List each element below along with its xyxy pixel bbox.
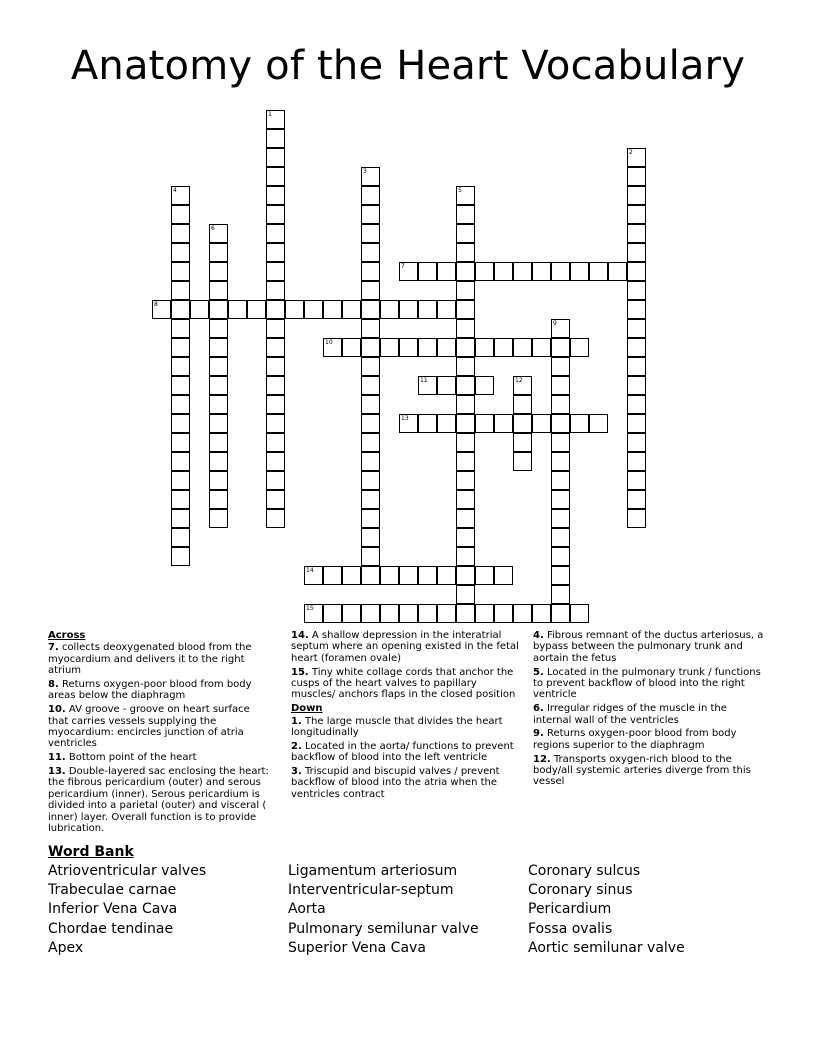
crossword-cell[interactable] [266,281,285,300]
crossword-cell[interactable] [456,376,475,395]
crossword-cell[interactable] [209,414,228,433]
crossword-cell[interactable] [266,509,285,528]
crossword-cell[interactable] [456,281,475,300]
crossword-cell[interactable] [304,300,323,319]
clue-number-label: 12. [533,753,551,765]
word-bank-item: Aorta [288,901,326,918]
crossword-cell[interactable] [494,604,513,623]
clue-number-label: 7. [48,642,59,654]
crossword-cell[interactable] [361,300,380,319]
word-bank-item: Inferior Vena Cava [48,901,178,918]
clue-item [533,754,765,788]
crossword-cell[interactable] [475,262,494,281]
crossword-cell[interactable] [171,262,190,281]
crossword-cell[interactable] [171,357,190,376]
crossword-cell[interactable] [589,262,608,281]
crossword-cell[interactable] [247,300,266,319]
crossword-cell[interactable] [304,566,323,585]
crossword-cell[interactable] [323,604,342,623]
clue-item [533,703,765,726]
crossword-cell[interactable] [513,414,532,433]
crossword-cell[interactable] [171,205,190,224]
crossword-cell[interactable] [266,395,285,414]
crossword-cell[interactable] [361,167,380,186]
crossword-cell[interactable] [171,452,190,471]
crossword-cell[interactable] [266,167,285,186]
crossword-cell[interactable] [570,262,589,281]
crossword-cell[interactable] [456,357,475,376]
crossword-cell[interactable] [551,547,570,566]
crossword-cell[interactable] [551,262,570,281]
crossword-cell[interactable] [551,471,570,490]
crossword-cell[interactable] [361,243,380,262]
clue-number: 4 [173,187,177,194]
crossword-cell[interactable] [361,471,380,490]
crossword-cell[interactable] [456,509,475,528]
crossword-cell[interactable] [380,604,399,623]
clue-number-label: 13. [48,766,66,778]
clue-item [48,752,270,763]
crossword-cell[interactable] [380,566,399,585]
crossword-cell[interactable] [513,376,532,395]
word-bank-item: Trabeculae carnae [48,882,177,899]
crossword-cell[interactable] [361,414,380,433]
crossword-cell[interactable] [209,262,228,281]
crossword-cell[interactable] [627,452,646,471]
word-bank-item: Coronary sulcus [528,863,641,879]
crossword-cell[interactable] [494,338,513,357]
crossword-cell[interactable] [190,300,209,319]
crossword-cell[interactable] [456,452,475,471]
crossword-cell[interactable] [285,300,304,319]
crossword-cell[interactable] [513,452,532,471]
crossword-cell[interactable] [456,585,475,604]
crossword-cell[interactable] [551,376,570,395]
clue-text: Fibrous remnant of the ductus arteriosus, a bypass between the pulmonary trunk and aortain the fetus [533,630,764,664]
clue-text: Double-layered sac enclosing the heart: the fibrous pericardium (outer) and serous pericardium (inner). Serous pericardium is divided into a parietal (outer) and visceral ( inner) layer. Overall function is to provide lubrication. [48,766,269,835]
crossword-cell[interactable] [152,300,171,319]
crossword-cell[interactable] [494,414,513,433]
clue-number: 15 [306,605,314,612]
crossword-cell[interactable] [437,604,456,623]
crossword-cell[interactable] [399,338,418,357]
crossword-cell[interactable] [418,300,437,319]
crossword-cell[interactable] [209,281,228,300]
crossword-cell[interactable] [456,243,475,262]
crossword-cell[interactable] [551,433,570,452]
crossword-cell[interactable] [551,319,570,338]
crossword-cell[interactable] [418,376,437,395]
crossword-cell[interactable] [570,604,589,623]
word-bank-item: Pulmonary semilunar valve [288,920,479,937]
clue-number-label: 3. [291,766,302,778]
crossword-cell[interactable] [437,414,456,433]
crossword-cell[interactable] [475,414,494,433]
crossword-cell[interactable] [171,414,190,433]
crossword-cell[interactable] [551,528,570,547]
crossword-cell[interactable] [532,338,551,357]
crossword-cell[interactable] [361,395,380,414]
page-title: Anatomy of the Heart Vocabulary [70,43,746,89]
word-bank-item: Pericardium [528,901,612,918]
crossword-cell[interactable] [627,262,646,281]
word-bank-item: Atrioventricular valves [48,863,207,879]
crossword-cell[interactable] [171,224,190,243]
clue-number-label: 2. [291,740,302,752]
crossword-cell[interactable] [608,262,627,281]
crossword-cell[interactable] [551,604,570,623]
clue-number: 2 [629,149,633,156]
crossword-cell[interactable] [399,300,418,319]
crossword-cell[interactable] [437,338,456,357]
clue-item [291,716,523,739]
clue-item [533,728,765,751]
crossword-cell[interactable] [456,205,475,224]
crossword-cell[interactable] [361,281,380,300]
clue-number: 1 [268,111,272,118]
crossword-cell[interactable] [532,414,551,433]
crossword-cell[interactable] [209,338,228,357]
crossword-cell[interactable] [266,433,285,452]
crossword-cell[interactable] [627,167,646,186]
crossword-cell[interactable] [361,224,380,243]
clue-item [48,679,270,702]
crossword-cell[interactable] [361,186,380,205]
word-bank-item: Chordae tendinae [48,920,174,937]
crossword-cell[interactable] [361,433,380,452]
clue-number: 13 [401,415,409,422]
crossword-cell[interactable] [361,604,380,623]
crossword-cell[interactable] [209,319,228,338]
crossword-cell[interactable] [513,262,532,281]
crossword-cell[interactable] [209,433,228,452]
crossword-cell[interactable] [323,300,342,319]
crossword-cell[interactable] [171,547,190,566]
crossword-cell[interactable] [456,604,475,623]
crossword-cell[interactable] [266,490,285,509]
across-header: Across [48,630,86,641]
crossword-cell[interactable] [171,490,190,509]
crossword-cell[interactable] [361,319,380,338]
clue-number: 11 [420,377,428,384]
crossword-cell[interactable] [361,357,380,376]
crossword-cell[interactable] [266,262,285,281]
crossword-cell[interactable] [627,148,646,167]
crossword-cell[interactable] [627,300,646,319]
crossword-cell[interactable] [266,129,285,148]
crossword-cell[interactable] [266,186,285,205]
crossword-cell[interactable] [627,243,646,262]
clue-number-label: 8. [48,679,59,691]
crossword-cell[interactable] [266,148,285,167]
word-bank-column-3 [528,862,685,958]
clue-number: 8 [154,301,158,308]
crossword-cell[interactable] [171,300,190,319]
clue-item [291,667,523,701]
word-bank-item: Coronary sinus [528,882,633,899]
crossword-cell[interactable] [171,281,190,300]
clue-text: Transports oxygen-rich blood to the body/all systemic arteries diverge from this vessel [533,753,751,788]
crossword-cell[interactable] [399,262,418,281]
clue-number-label: 14. [291,630,309,641]
crossword-cell[interactable] [171,186,190,205]
clue-item [48,766,270,834]
crossword-cell[interactable] [171,395,190,414]
crossword-cell[interactable] [551,585,570,604]
crossword-cell[interactable] [171,243,190,262]
crossword-cell[interactable] [266,205,285,224]
clues-column-2 [291,630,523,803]
crossword-cell[interactable] [342,338,361,357]
clue-number: 9 [553,320,557,327]
clue-number: 6 [211,225,215,232]
clue-number: 3 [363,168,367,175]
crossword-cell[interactable] [627,433,646,452]
crossword-cell[interactable] [627,224,646,243]
clue-text: Bottom point of the heart [65,752,197,764]
crossword-cell[interactable] [361,262,380,281]
crossword-cell[interactable] [380,300,399,319]
crossword-cell[interactable] [551,414,570,433]
clue-item [48,642,270,676]
crossword-cell[interactable] [418,604,437,623]
crossword-cell[interactable] [266,319,285,338]
crossword-cell[interactable] [171,319,190,338]
clues-column-1 [48,630,270,837]
crossword-cell[interactable] [266,471,285,490]
clue-text: Irregular ridges of the muscle in the internal wall of the ventricles [533,703,727,726]
clue-item [533,630,765,664]
crossword-cell[interactable] [209,357,228,376]
crossword-cell[interactable] [266,357,285,376]
crossword-cell[interactable] [551,509,570,528]
crossword-cell[interactable] [437,300,456,319]
down-header: Down [291,703,323,715]
crossword-cell[interactable] [456,414,475,433]
crossword-cell[interactable] [551,490,570,509]
clue-number: 10 [325,339,333,346]
crossword-cell[interactable] [475,566,494,585]
clue-item [291,630,523,664]
crossword-cell[interactable] [627,509,646,528]
crossword-cell[interactable] [513,338,532,357]
crossword-cell[interactable] [266,224,285,243]
crossword-cell[interactable] [456,395,475,414]
crossword-cell[interactable] [437,262,456,281]
clue-text: AV groove - groove on heart surface that carries vessels supplying the myocardium: encircles junction of atria ventricles [48,704,250,750]
crossword-cell[interactable] [551,452,570,471]
crossword-cell[interactable] [266,243,285,262]
crossword-cell[interactable] [266,300,285,319]
clue-number: 14 [306,567,314,574]
word-bank-column-1 [48,862,206,958]
crossword-cell[interactable] [494,262,513,281]
clue-number-label: 6. [533,703,544,715]
crossword-cell[interactable] [361,509,380,528]
clue-number-label: 15. [291,666,309,678]
crossword-cell[interactable] [551,338,570,357]
crossword-cell[interactable] [513,604,532,623]
clue-number-label: 11. [48,752,66,764]
crossword-cell[interactable] [456,262,475,281]
clue-text: Returns oxygen-poor blood from body regions superior to the diaphragm [533,728,737,751]
crossword-cell[interactable] [494,566,513,585]
crossword-cell[interactable] [456,490,475,509]
crossword-cell[interactable] [570,338,589,357]
word-bank-column-2 [288,862,479,958]
crossword-cell[interactable] [361,452,380,471]
crossword-cell[interactable] [209,395,228,414]
crossword-cell[interactable] [209,224,228,243]
word-bank-item: Interventricular-septum [288,882,454,899]
crossword-cell[interactable] [361,376,380,395]
clue-item [291,741,523,764]
crossword-cell[interactable] [209,300,228,319]
crossword-cell[interactable] [342,566,361,585]
clues-column-3 [533,630,765,790]
crossword-cell[interactable] [399,566,418,585]
crossword-cell[interactable] [456,433,475,452]
clue-text: Triscupid and biscupid valves / prevent backflow of blood into the atria when the ventricles contract [291,766,500,800]
crossword-cell[interactable] [532,604,551,623]
crossword-cell[interactable] [551,357,570,376]
clue-number-label: 10. [48,704,66,716]
crossword-cell[interactable] [456,300,475,319]
crossword-cell[interactable] [627,186,646,205]
crossword-cell[interactable] [342,300,361,319]
word-bank-item: Ligamentum arteriosum [288,863,458,879]
crossword-cell[interactable] [323,566,342,585]
crossword-cell[interactable] [627,414,646,433]
crossword-cell[interactable] [456,547,475,566]
crossword-cell[interactable] [266,338,285,357]
clue-text: Located in the aorta/ functions to prevent backflow of blood into the left ventricle [291,740,514,764]
clue-number-label: 1. [291,715,302,727]
crossword-cell[interactable] [323,338,342,357]
crossword-cell[interactable] [209,509,228,528]
crossword-cell[interactable] [551,395,570,414]
crossword-cell[interactable] [209,376,228,395]
clue-number: 7 [401,263,405,270]
crossword-cell[interactable] [627,376,646,395]
crossword-cell[interactable] [627,338,646,357]
crossword-cell[interactable] [570,414,589,433]
clue-item [533,667,765,701]
crossword-cell[interactable] [437,566,456,585]
word-bank-item: Fossa ovalis [528,920,613,937]
crossword-cell[interactable] [456,471,475,490]
crossword-cell[interactable] [627,471,646,490]
crossword-cell[interactable] [266,452,285,471]
crossword-cell[interactable] [418,566,437,585]
clue-item [48,704,270,750]
crossword-cell[interactable] [456,186,475,205]
crossword-cell[interactable] [361,547,380,566]
crossword-cell[interactable] [171,471,190,490]
crossword-cell[interactable] [361,338,380,357]
crossword-cell[interactable] [171,376,190,395]
crossword-cell[interactable] [418,414,437,433]
crossword-cell[interactable] [418,338,437,357]
crossword-cell[interactable] [513,395,532,414]
clue-text: collects deoxygenated blood from the myocardium and delivers it to the right atrium [48,642,252,677]
crossword-cell[interactable] [418,262,437,281]
crossword-cell[interactable] [532,262,551,281]
crossword-cell[interactable] [475,338,494,357]
crossword-cell[interactable] [456,319,475,338]
crossword-cell[interactable] [266,376,285,395]
crossword-cell[interactable] [171,528,190,547]
crossword-cell[interactable] [209,243,228,262]
crossword-cell[interactable] [589,414,608,433]
clue-text: A shallow depression in the interatrial septum where an opening existed in the fetal heart (foramen ovale) [291,630,519,664]
crossword-cell[interactable] [361,490,380,509]
crossword-cell[interactable] [399,414,418,433]
crossword-cell[interactable] [209,490,228,509]
crossword-cell[interactable] [266,110,285,129]
crossword-cell[interactable] [456,528,475,547]
crossword-cell[interactable] [171,433,190,452]
clue-text: The large muscle that divides the heart longitudinally [291,715,503,739]
crossword-cell[interactable] [266,414,285,433]
crossword-cell[interactable] [475,604,494,623]
word-bank-title: Word Bank [48,844,134,860]
crossword-cell[interactable] [171,338,190,357]
crossword-cell[interactable] [361,205,380,224]
crossword-cell[interactable] [228,300,247,319]
crossword-cell[interactable] [627,319,646,338]
clue-number: 5 [458,187,462,194]
word-bank-item: Superior Vena Cava [288,939,426,956]
clue-number: 12 [515,377,523,384]
clue-text: Located in the pulmonary trunk / functions to prevent backflow of blood into the right ventricle [533,666,761,701]
crossword-cell[interactable] [456,224,475,243]
crossword-cell[interactable] [437,376,456,395]
crossword-cell[interactable] [456,566,475,585]
crossword-cell[interactable] [551,566,570,585]
crossword-cell[interactable] [456,338,475,357]
word-bank-item: Aortic semilunar valve [528,939,685,956]
crossword-cell[interactable] [361,566,380,585]
crossword-cell[interactable] [361,528,380,547]
clue-number-label: 4. [533,630,544,641]
crossword-cell[interactable] [342,604,361,623]
crossword-cell[interactable] [627,357,646,376]
crossword-cell[interactable] [627,490,646,509]
clue-text: Returns oxygen-poor blood from body areas below the diaphragm [48,679,252,702]
crossword-cell[interactable] [627,205,646,224]
word-bank-item: Apex [48,939,84,956]
crossword-cell[interactable] [475,376,494,395]
crossword-cell[interactable] [209,471,228,490]
crossword-cell[interactable] [513,433,532,452]
crossword-cell[interactable] [380,338,399,357]
clue-item [291,766,523,800]
crossword-cell[interactable] [209,452,228,471]
crossword-cell[interactable] [304,604,323,623]
clue-number-label: 9. [533,728,544,740]
crossword-cell[interactable] [399,604,418,623]
clue-text: Tiny white collage cords that anchor the cusps of the heart valves to papillary muscles/ anchors flaps in the closed position [291,666,516,701]
clue-number-label: 5. [533,666,544,678]
crossword-cell[interactable] [627,281,646,300]
crossword-cell[interactable] [171,509,190,528]
crossword-cell[interactable] [627,395,646,414]
